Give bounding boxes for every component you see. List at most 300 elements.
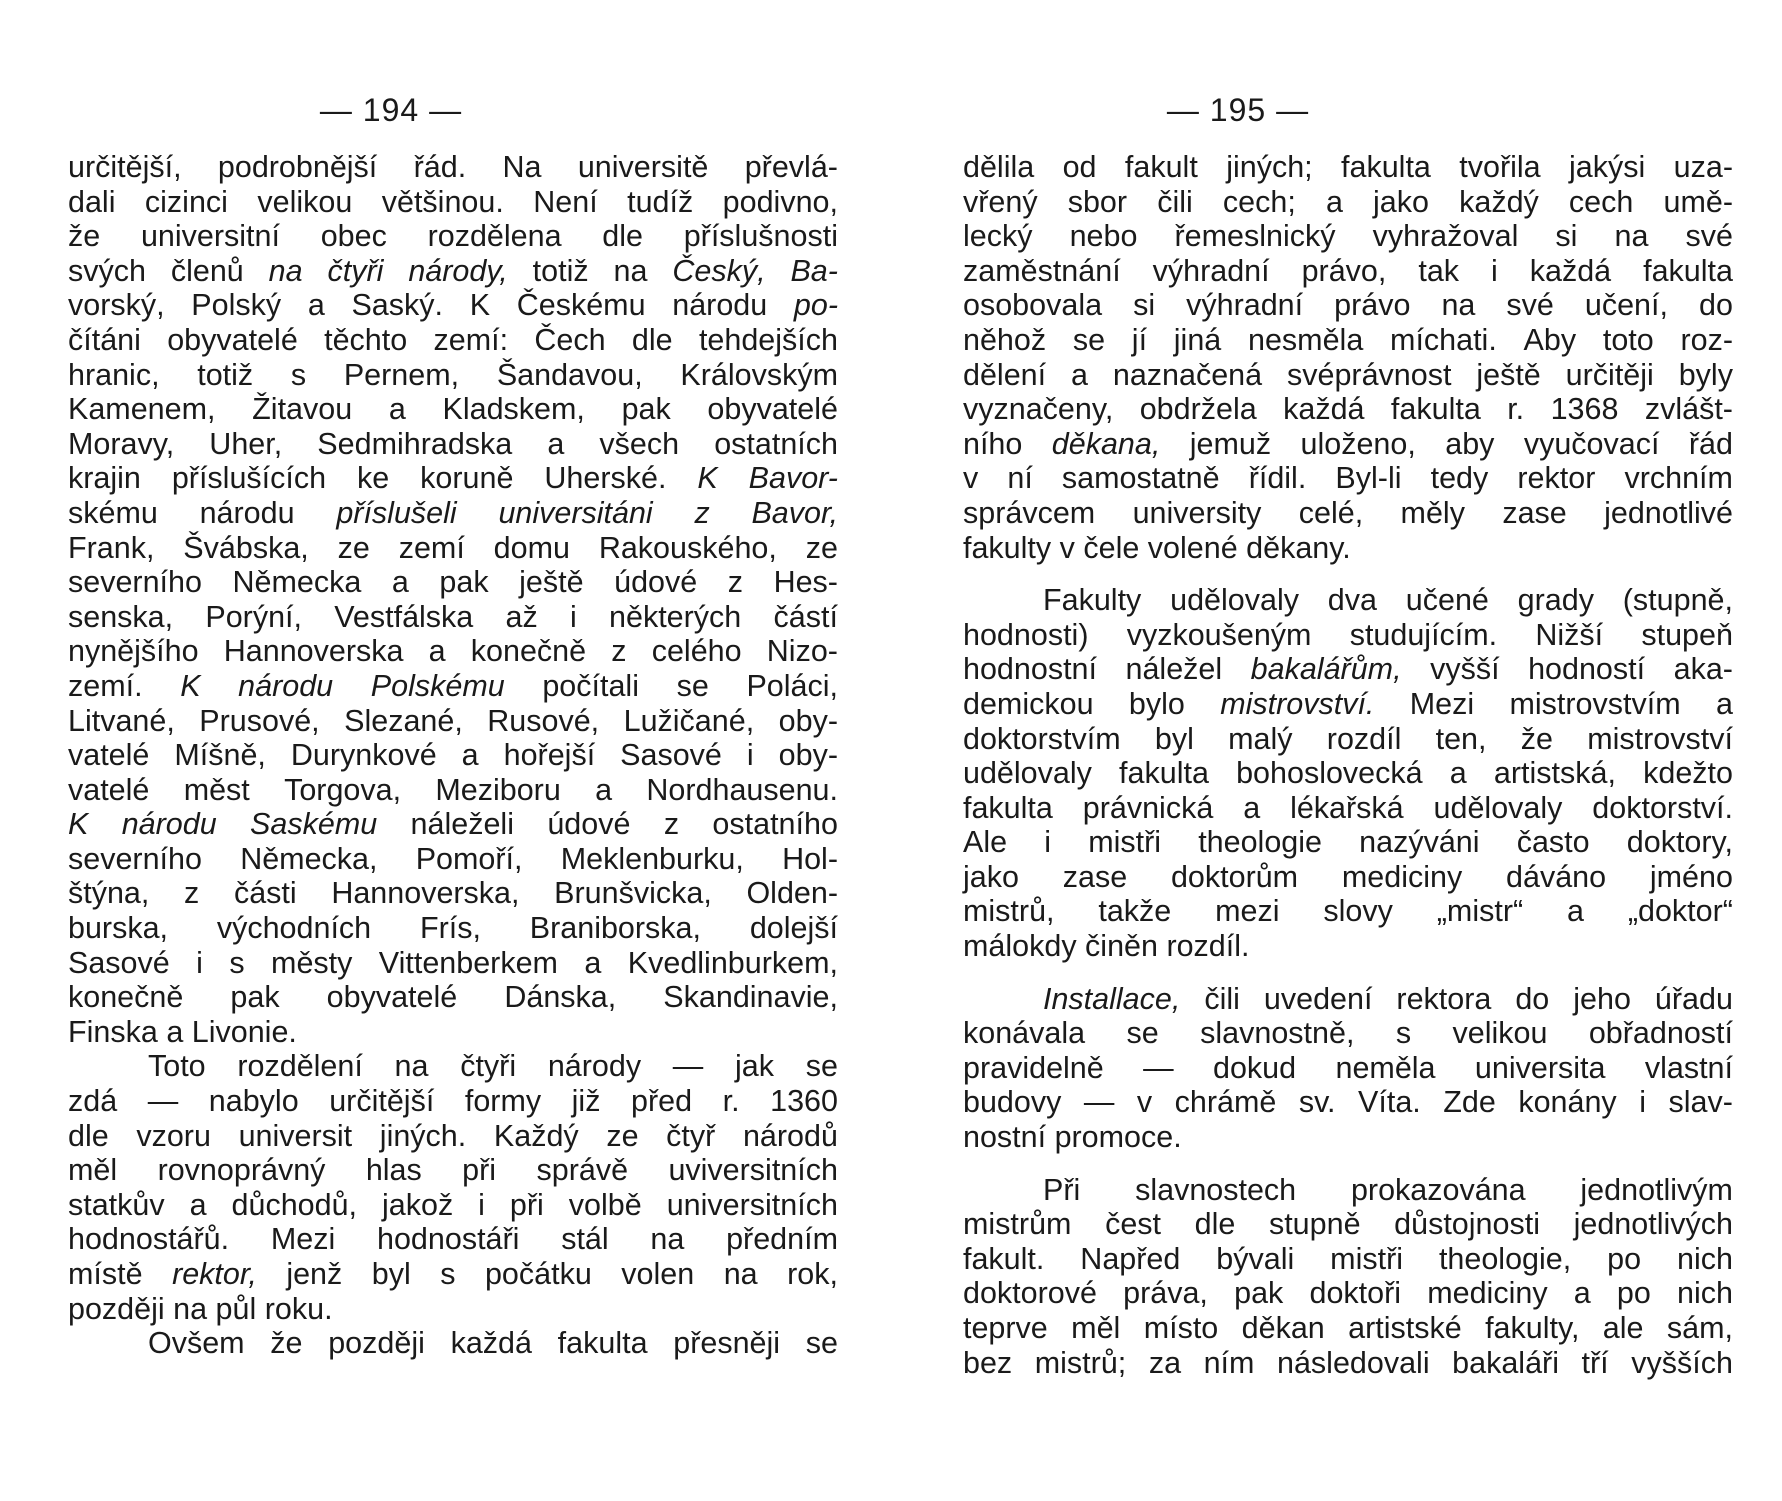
word: fakult. [963, 1241, 1045, 1276]
text-line [68, 565, 838, 600]
word: Saský. [351, 288, 443, 323]
word: hlas [365, 1153, 422, 1188]
word: nesměla [1248, 322, 1364, 357]
word: stupně [1268, 1207, 1361, 1242]
word: práva, [1123, 1276, 1208, 1311]
word: Pomoří, [415, 841, 523, 876]
word: konávala [963, 1016, 1086, 1051]
word: a [1071, 357, 1088, 392]
text-line [963, 150, 1733, 185]
text-line [68, 600, 838, 635]
word: volbě [568, 1187, 642, 1222]
word: právo [1334, 288, 1411, 323]
word: ního [963, 426, 1023, 461]
text-line [963, 652, 1733, 687]
word: velikou [257, 184, 353, 219]
word: a [1325, 184, 1343, 219]
word: jí [1131, 322, 1148, 357]
word: již [571, 1084, 601, 1119]
word: Moravy, [68, 426, 175, 461]
text-line [963, 756, 1733, 791]
word: vorský, [68, 288, 165, 323]
word: roz- [1680, 322, 1733, 357]
word: tří [1581, 1345, 1609, 1380]
word: příslušnosti [683, 219, 838, 254]
word: později [68, 1291, 174, 1326]
word: rozdíl [1326, 721, 1402, 756]
word: pak [230, 980, 280, 1015]
word: právnická [1082, 790, 1214, 825]
word: řídil. [1248, 461, 1307, 496]
word: i [1044, 825, 1052, 860]
word: vzoru [136, 1118, 211, 1153]
word: částí [773, 599, 838, 634]
text-line [68, 323, 838, 358]
word: výhradní [1186, 288, 1304, 323]
word: něhož [963, 322, 1047, 357]
text-line [963, 825, 1733, 860]
word: Sedmihradska [317, 426, 513, 461]
word: štýna, [68, 876, 150, 911]
word: rektor [1517, 461, 1596, 496]
word: teprve [963, 1311, 1048, 1345]
word: Uherské. [544, 461, 667, 496]
text-line [963, 1120, 1733, 1155]
word: kdežto [1643, 756, 1733, 791]
text-line [963, 427, 1733, 462]
word: prokazována [1350, 1172, 1526, 1207]
word: děkan [1241, 1311, 1325, 1345]
word: slavnostně, [1200, 1016, 1355, 1051]
word: půl [215, 1291, 265, 1326]
word: a [1573, 1276, 1591, 1311]
text-line [963, 288, 1733, 323]
word: fakulta [1119, 756, 1209, 791]
word: do [1515, 981, 1550, 1016]
word: na [613, 253, 648, 288]
word: grady [1517, 583, 1594, 618]
word: Torgova, [284, 772, 402, 807]
word: hodnostáři [377, 1222, 520, 1257]
word: universitní [140, 219, 280, 254]
word: fakulty, [1485, 1311, 1580, 1345]
text-line [963, 461, 1733, 496]
word: — [147, 1084, 179, 1119]
word: řád [1688, 426, 1733, 461]
word: ostatního [712, 807, 838, 842]
word: K [68, 807, 89, 842]
word: jakýsi [1569, 150, 1646, 184]
text-line [68, 738, 838, 773]
word: „mistr“ [1436, 894, 1524, 929]
word: počátku [484, 1257, 592, 1291]
word: Dánska, [504, 980, 617, 1015]
word: ještě [519, 565, 584, 600]
word: universit [238, 1118, 353, 1153]
word: tak [1418, 253, 1460, 288]
word: oby- [778, 703, 838, 738]
word: uviversitních [668, 1153, 838, 1188]
word: mediciny [1427, 1276, 1548, 1311]
word: národy, [408, 253, 508, 288]
word: universitáni [498, 495, 653, 530]
word: jak [734, 1049, 774, 1084]
word: nebo [1069, 219, 1138, 254]
word: Braniborska, [529, 911, 701, 946]
word: své [1685, 219, 1733, 254]
word: velikou [1452, 1016, 1548, 1051]
word: artistské [1348, 1311, 1462, 1345]
word: Českému [516, 288, 646, 323]
word: hodnostní [963, 652, 1097, 687]
word: Polský [191, 288, 282, 323]
word: doktorstvím [963, 721, 1121, 756]
word: universita [1474, 1050, 1606, 1085]
word: Skandinavie, [663, 980, 838, 1015]
word: měl [1071, 1311, 1121, 1345]
word: K [180, 668, 201, 703]
word: národu [238, 668, 334, 703]
word: Brunšvicka, [554, 876, 712, 911]
word: čtyř [666, 1118, 716, 1153]
word: lékařská [1290, 790, 1404, 825]
word: obyvatelé [326, 980, 458, 1015]
word: Nordhausenu. [646, 772, 838, 807]
word: a [547, 426, 565, 461]
word: jiná [1173, 322, 1222, 357]
text-line [68, 1222, 838, 1257]
word: artistská, [1493, 756, 1616, 791]
word: Finska [68, 1014, 167, 1049]
word: Polskému [370, 668, 505, 703]
word: každá [450, 1326, 532, 1361]
word: r. [722, 1084, 740, 1119]
word: stupeň [1641, 617, 1733, 652]
word: přesněji [673, 1326, 781, 1361]
word: do [1698, 288, 1733, 323]
text-line [68, 842, 838, 877]
word: byl [1154, 721, 1194, 756]
word: se [676, 668, 709, 703]
word: mistrovství. [1220, 686, 1375, 721]
text-line [963, 1051, 1733, 1086]
text-line [68, 704, 838, 739]
word: rozdělena [427, 219, 562, 254]
text-line [963, 722, 1733, 757]
word: „doktor“ [1627, 894, 1733, 929]
text-line [68, 219, 838, 254]
word: vyučovací [1523, 426, 1660, 461]
text-line [963, 496, 1733, 531]
right-page-number: — 195 — [1166, 92, 1310, 128]
word: s [290, 357, 307, 392]
text-line [963, 392, 1733, 427]
left-page-body [68, 150, 838, 1361]
word: nich [1677, 1241, 1733, 1276]
word: byly [1678, 357, 1733, 392]
word: Bavor- [748, 461, 838, 496]
word: hodnostářů. [68, 1222, 230, 1257]
word: místě [68, 1257, 143, 1291]
text-line [68, 1015, 838, 1050]
word: ale [1602, 1311, 1644, 1345]
word: domu [493, 530, 570, 565]
word: následovali [1277, 1345, 1430, 1380]
text-line [68, 669, 838, 704]
word: budovy [963, 1085, 1062, 1120]
word: tedy [1430, 461, 1489, 496]
word: zemí [398, 530, 465, 565]
word: jako [963, 859, 1019, 894]
paragraph-gap [963, 1155, 1733, 1173]
text-line [68, 807, 838, 842]
word: vyhražoval [1372, 219, 1519, 254]
word: Hannoverska [223, 634, 404, 669]
word: i [196, 945, 203, 980]
word: Byl-li [1335, 461, 1402, 496]
word: mistrovství [1587, 721, 1733, 756]
text-line [963, 860, 1733, 895]
word: dle [602, 219, 643, 254]
text-line [963, 894, 1733, 929]
word: Rakouského, [598, 530, 777, 565]
text-line [68, 392, 838, 427]
word: svých [68, 253, 146, 288]
word: po [1616, 1276, 1651, 1311]
word: mistrů, [963, 894, 1055, 929]
word: uvedení [1263, 981, 1373, 1016]
word: doktory, [1626, 825, 1733, 860]
word: tudíž [627, 184, 694, 219]
word: Nižší [1535, 617, 1604, 652]
word: činěn [1085, 929, 1167, 964]
word: senska, [68, 599, 174, 634]
text-line [68, 980, 838, 1015]
word: jeho [1573, 981, 1631, 1016]
word: Frank, [68, 530, 155, 565]
word: Český, [672, 253, 766, 288]
word: národu [121, 807, 217, 842]
word: — [1083, 1085, 1115, 1120]
word: jednotlivé [1604, 495, 1733, 530]
word: osobovala [963, 288, 1103, 323]
word: po [1607, 1241, 1642, 1276]
word: obyvatelé [707, 392, 838, 427]
word: vřený [963, 184, 1038, 219]
word: statkův [68, 1187, 165, 1222]
word: vyšších [1631, 1345, 1733, 1380]
word: — [1143, 1050, 1174, 1085]
word: mistrů; [1034, 1345, 1127, 1380]
text-line [963, 1016, 1733, 1051]
word: a [189, 1187, 207, 1222]
text-line [68, 1257, 838, 1292]
word: studujícím. [1349, 617, 1498, 652]
word: podrobnější [217, 150, 378, 184]
word: rovnoprávný [157, 1153, 326, 1188]
text-line [68, 531, 838, 566]
word: theologie, [1438, 1241, 1572, 1276]
word: části [233, 876, 297, 911]
word: Každý [493, 1118, 579, 1153]
word: před [631, 1084, 693, 1119]
paragraph-gap [963, 964, 1733, 982]
word: dolejší [749, 911, 838, 946]
word: Meziboru [435, 772, 561, 807]
word: universitních [666, 1187, 838, 1222]
word: úřadu [1654, 981, 1733, 1016]
word: Meklenburku, [560, 841, 744, 876]
word: svéprávnost [1287, 357, 1452, 392]
word: Bavor, [751, 495, 838, 530]
word: mistrům [963, 1207, 1072, 1242]
text-line [68, 254, 838, 289]
word: Žitavou [252, 392, 353, 427]
word: universitě [577, 150, 709, 184]
word: Čech [534, 322, 606, 357]
word: vatelé [68, 738, 150, 773]
word: východních [216, 911, 372, 946]
text-line [963, 531, 1733, 566]
text-line [963, 982, 1733, 1017]
word: své [1506, 288, 1554, 323]
text-line [963, 1276, 1733, 1311]
word: národu [199, 495, 295, 530]
word: podivno, [722, 184, 838, 219]
word: jenž [286, 1257, 343, 1291]
word: severního [68, 841, 202, 876]
word: na [723, 1257, 758, 1291]
word: Uher, [209, 426, 283, 461]
word: Rusové, [487, 703, 600, 738]
word: fakulta [1341, 150, 1431, 184]
word: vlastní [1644, 1050, 1733, 1085]
word: obdržela [1139, 392, 1257, 427]
text-line [963, 618, 1733, 653]
word: Míšně, [174, 738, 266, 773]
word: severního [68, 565, 202, 600]
text-line [963, 1173, 1733, 1208]
word: bez [963, 1345, 1013, 1380]
word: a [1715, 686, 1733, 721]
text-line [963, 583, 1733, 618]
text-line [68, 358, 838, 393]
word: každá [1529, 253, 1612, 288]
word: Fakulty [1043, 583, 1142, 618]
word: řemeslnický [1174, 219, 1336, 254]
word: a [1449, 756, 1467, 791]
word: oby- [778, 738, 838, 773]
word: na [173, 1291, 216, 1326]
word: národů [742, 1118, 838, 1153]
word: některých [609, 599, 742, 634]
word: Ale [963, 825, 1008, 860]
word: Ba- [790, 253, 838, 288]
text-line [68, 876, 838, 911]
word: na [650, 1222, 685, 1257]
word: z [184, 876, 200, 911]
word: a [584, 945, 602, 980]
text-line [68, 1188, 838, 1223]
word: vyšší [1430, 652, 1500, 687]
word: Napřed [1080, 1241, 1181, 1276]
word: Olden- [746, 876, 838, 911]
word: měl [68, 1153, 118, 1188]
word: 1360 [770, 1084, 838, 1119]
word: dělila [963, 150, 1035, 184]
word: umě- [1663, 184, 1733, 219]
word: pak [621, 392, 671, 427]
word: učené [1405, 583, 1489, 618]
text-line [68, 185, 838, 220]
word: vrchním [1624, 461, 1733, 496]
text-line [68, 634, 838, 669]
text-line [963, 791, 1733, 826]
word: skému [68, 495, 158, 530]
word: rozdělení [237, 1049, 363, 1084]
word: bývali [1216, 1241, 1295, 1276]
word: Mezi [270, 1222, 336, 1257]
word: Sasové [68, 945, 170, 980]
word: udělovaly [1170, 583, 1299, 618]
word: ze [606, 1118, 639, 1153]
word: čtyři [327, 253, 384, 288]
word: theologie [1198, 825, 1322, 860]
word: Ovšem [148, 1326, 245, 1361]
word: určitější [329, 1084, 435, 1119]
word: právo, [1301, 253, 1387, 288]
word: i [1491, 253, 1498, 288]
word: často [1516, 825, 1590, 860]
word: že [1520, 721, 1553, 756]
word: bohoslovecká [1236, 756, 1423, 791]
word: fakulta [557, 1326, 648, 1361]
word: vyzkoušeným [1126, 617, 1312, 652]
word: cech; [1222, 184, 1296, 219]
word: že [270, 1326, 303, 1361]
word: nazýváni [1359, 825, 1480, 860]
word: Vittenberkem [378, 945, 558, 980]
word: nabylo [208, 1084, 299, 1119]
word: burska, [68, 911, 169, 946]
word: náležel [1125, 652, 1223, 687]
word: mistři [1330, 1241, 1404, 1276]
word: takže [1098, 894, 1172, 929]
word: s [229, 945, 245, 980]
text-line [963, 358, 1733, 393]
word: stál [561, 1222, 609, 1257]
word: jméno [1649, 859, 1733, 894]
word: promoce. [1054, 1120, 1182, 1155]
word: doktorství. [1592, 790, 1733, 825]
word: později [328, 1326, 425, 1361]
word: jemuž [1189, 426, 1272, 461]
word: slav- [1668, 1085, 1733, 1120]
word: totiž [532, 253, 589, 288]
word: Livonie. [191, 1014, 297, 1049]
word: Není [533, 184, 598, 219]
word: údové [614, 565, 698, 600]
word: určitější, [68, 150, 182, 184]
word: zemí. [68, 668, 143, 703]
text-line [963, 687, 1733, 722]
word: fakulta [1643, 253, 1733, 288]
word: z [663, 807, 680, 842]
word: údové [547, 807, 631, 842]
word: s [440, 1257, 456, 1291]
word: a [307, 288, 325, 323]
text-line [68, 496, 838, 531]
